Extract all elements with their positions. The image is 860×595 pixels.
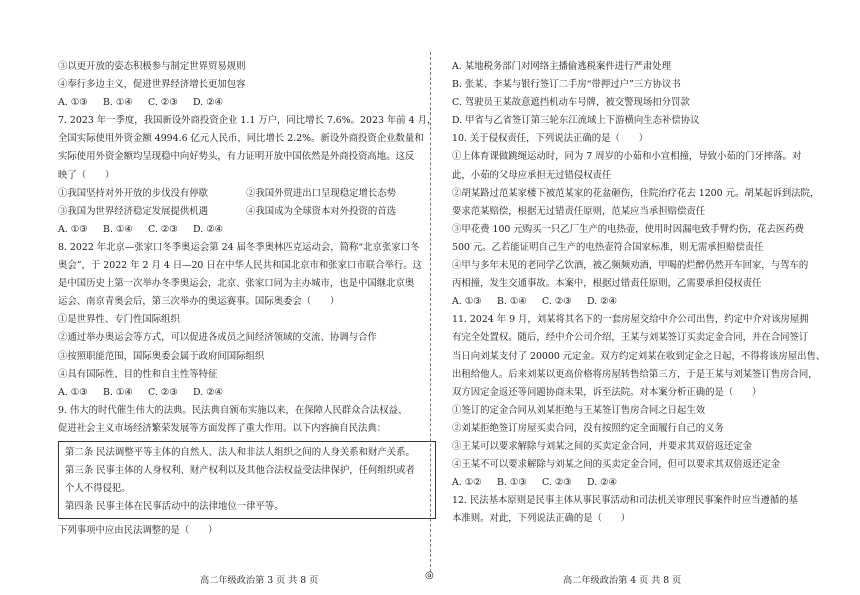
option-a: A. ①③ [58, 386, 88, 398]
question-9 [58, 402, 436, 541]
question-stem: 9. 伟大的时代催生伟大的法典。民法典自颁布实施以来，在保障人民群众合法权益、 [58, 404, 408, 416]
question-stem: 本准则。对此，下列说法正确的是（ ） [452, 513, 631, 525]
question-7 [58, 112, 436, 239]
statement: 要求范某赔偿，根据无过错责任原则，范某应当承担赔偿责任 [452, 205, 706, 217]
option-c: C. ②③ [542, 477, 572, 489]
question-prompt: 下列事项中应由民法调整的是（ ） [58, 525, 218, 537]
option-d: D. ②④ [193, 97, 223, 109]
option-b: B. ①④ [103, 386, 133, 398]
option-c: C. ②③ [148, 386, 178, 398]
question-8 [58, 239, 436, 402]
page-divider [430, 52, 431, 577]
question-9-options [452, 58, 830, 130]
option-d: D. ②④ [587, 477, 617, 489]
statement-pair [58, 203, 436, 221]
statement: ①我国坚持对外开放的步伐没有停歇 [58, 187, 209, 199]
page-footer-left: 高二年级政治第 3 页 共 8 页 [200, 575, 319, 586]
answer-options [58, 221, 436, 239]
statement: ④具有国际性、目的性和自主性等特征 [58, 368, 218, 380]
question-stem: 促进社会主义市场经济繁荣发展等方面发挥了重大作用。以下内容摘自民法典： [58, 422, 387, 434]
option-b: B. ①④ [497, 296, 527, 308]
option-c: C. ②③ [542, 296, 572, 308]
question-stem: 奥会”，于 2022 年 2 月 4 日—20 日在中华人民共和国北京市和张家口市联合举行。这 [58, 260, 422, 272]
question-10 [452, 130, 830, 311]
option-c: C. ②③ [148, 97, 178, 109]
question-stem: 双方因定金返还等问题协商未果，诉至法院。对本案分析正确的是（ ） [452, 386, 762, 398]
answer-options [452, 293, 830, 311]
statement: ④甲与多年未见的老同学乙饮酒，被乙频频劝酒，甲喝的烂醉仍然开车回家，与驾车的 [452, 260, 809, 272]
statement: ①上体育课做跳绳运动时，同为 7 周岁的小茹和小宣相撞，导致小茹的门牙摔落。对 [452, 151, 802, 163]
choice: D. 甲省与乙省签订第三轮东江流域上下游横向生态补偿协议 [452, 115, 700, 127]
question-stem: 当日向刘某支付了 20000 元定金。双方约定刘某在收到定金之日起，不得将该房屋出售、 [452, 350, 826, 362]
text-line: ④奉行多边主义，促进世界经济增长更加包容 [58, 79, 246, 91]
question-12 [452, 492, 830, 528]
binding-mark-icon: ◎ [425, 570, 434, 581]
statement-pair [58, 185, 436, 203]
question-stem: 有完全处置权。随后，经中介公司介绍，王某与刘某签订买卖定金合同，并在合同签订 [452, 332, 809, 344]
option-b: B. ①③ [497, 477, 527, 489]
statement: 此，小茹的父母应承担无过错侵权责任 [452, 169, 612, 181]
excerpt-line: 个人不得侵犯。 [65, 483, 131, 495]
statement: ③我国为世界经济稳定发展提供机遇 [58, 205, 209, 217]
statement: ②胡某路过范某家楼下被范某家的花盆砸伤，住院治疗花去 1200 元。胡某起诉到法院， [452, 187, 820, 199]
question-stem: 10. 关于侵权责任，下列说法正确的是（ ） [452, 133, 649, 145]
right-page-column [452, 58, 830, 528]
page-footer-right: 高二年级政治第 4 页 共 8 页 [563, 575, 682, 586]
question-stem: 出租给他人。后来刘某以更高价格将房屋转售给第三方，于是王某与刘某签订售房合同， [452, 368, 818, 380]
answer-options [58, 94, 436, 112]
statement: ③王某可以要求解除与刘某之间的买卖定金合同，并要求其双倍返还定金 [452, 440, 753, 452]
statement: 500 元。乙若能证明自己生产的电热壶符合国家标准，则无需承担赔偿责任 [452, 241, 764, 253]
statement: ①签订的定金合同从刘某拒绝与王某签订售房合同之日起生效 [452, 404, 706, 416]
question-stem: 是中国历史上第一次举办冬季奥运会，北京、张家口同为主办城市，也是中国继北京奥 [58, 278, 415, 290]
option-d: D. ②④ [587, 296, 617, 308]
civil-code-excerpt-box [58, 441, 436, 519]
text-line: ③以更开放的姿态积极参与制定世界贸易规则 [58, 61, 246, 72]
option-b: B. ①④ [103, 97, 133, 109]
excerpt-line: 第二条 民法调整平等主体的自然人、法人和非法人组织之间的人身关系和财产关系。 [65, 446, 415, 458]
statement: ④我国成为全球资本对外投资的首选 [246, 205, 397, 217]
question-stem: 8. 2022 年北京—张家口冬季奥运会第 24 届冬季奥林匹克运动会，简称“北京张家口冬 [58, 241, 420, 253]
option-a: A. ①③ [452, 296, 482, 308]
option-d: D. ②④ [193, 386, 223, 398]
option-a: A. ①③ [58, 223, 88, 235]
question-stem: 11. 2024 年 9 月，刘某将其名下的一套房屋交给中介公司出售，约定中介对该房屋拥 [452, 314, 809, 326]
question-stem: 12. 民法基本原则是民事主体从事民事活动和司法机关审理民事案件时应当遵循的基 [452, 495, 799, 507]
option-d: D. ②④ [193, 223, 223, 235]
option-a: A. ①② [452, 477, 482, 489]
left-page-column [58, 58, 436, 540]
statement: ②通过举办奥运会等方式，可以促进各成员之间经济领域的交流、协调与合作 [58, 332, 377, 344]
excerpt-line: 第三条 民事主体的人身权利、财产权利以及其他合法权益受法律保护，任何组织或者 [65, 465, 415, 477]
statement: ④王某不可以要求解除与刘某之间的买卖定金合同，但可以要求其双倍返还定金 [452, 459, 781, 471]
question-stem: 映了（ ） [58, 169, 115, 181]
statement: ③按照职能范围，国际奥委会属于政府间国际组织 [58, 350, 265, 362]
option-a: A. ①③ [58, 97, 88, 109]
question-stem: 全国实际使用外资金额 4994.6 亿元人民币，同比增长 2.2%。新设外商投资企业数量和 [58, 133, 424, 145]
statement: ①是世界性、专门性国际组织 [58, 314, 180, 326]
statement: ②刘某拒绝签订房屋买卖合同，没有按照约定全面履行自己的义务 [452, 422, 724, 434]
question-stem: 实际使用外资金额均呈现稳中向好势头，有力证明开放中国依然是外商投资高地。这反 [58, 151, 415, 163]
choice: A. 某地税务部门对网络主播偷逃税案件进行严肃处理 [452, 61, 671, 72]
question-stem: 运会、南京青奥会后，第三次举办的奥运赛事。国际奥委会（ ） [58, 296, 340, 308]
option-c: C. ②③ [148, 223, 178, 235]
choice: B. 张某、李某与银行签订二手房“带押过户”三方协议书 [452, 79, 681, 91]
statement: 丙相撞，发生交通事故。本案中，根据过错责任原则，乙需要承担侵权责任 [452, 278, 762, 290]
statement: ②我国外贸进出口呈现稳定增长态势 [246, 187, 397, 199]
option-b: B. ①④ [103, 223, 133, 235]
excerpt-line: 第四条 民事主体在民事活动中的法律地位一律平等。 [65, 501, 284, 513]
answer-options [58, 384, 436, 402]
question-stem: 7. 2023 年一季度，我国新设外商投资企业 1.1 万户，同比增长 7.6%。2023 年前 4 月， [58, 115, 436, 127]
choice: C. 驾驶员王某故意遮挡机动车号牌，被交警现场扣分罚款 [452, 97, 690, 109]
answer-options [452, 474, 830, 492]
statement: ③甲花费 100 元购买一只乙厂生产的电热壶，使用时因漏电致手臂灼伤，花去医药费 [452, 223, 804, 235]
question-11 [452, 311, 830, 492]
